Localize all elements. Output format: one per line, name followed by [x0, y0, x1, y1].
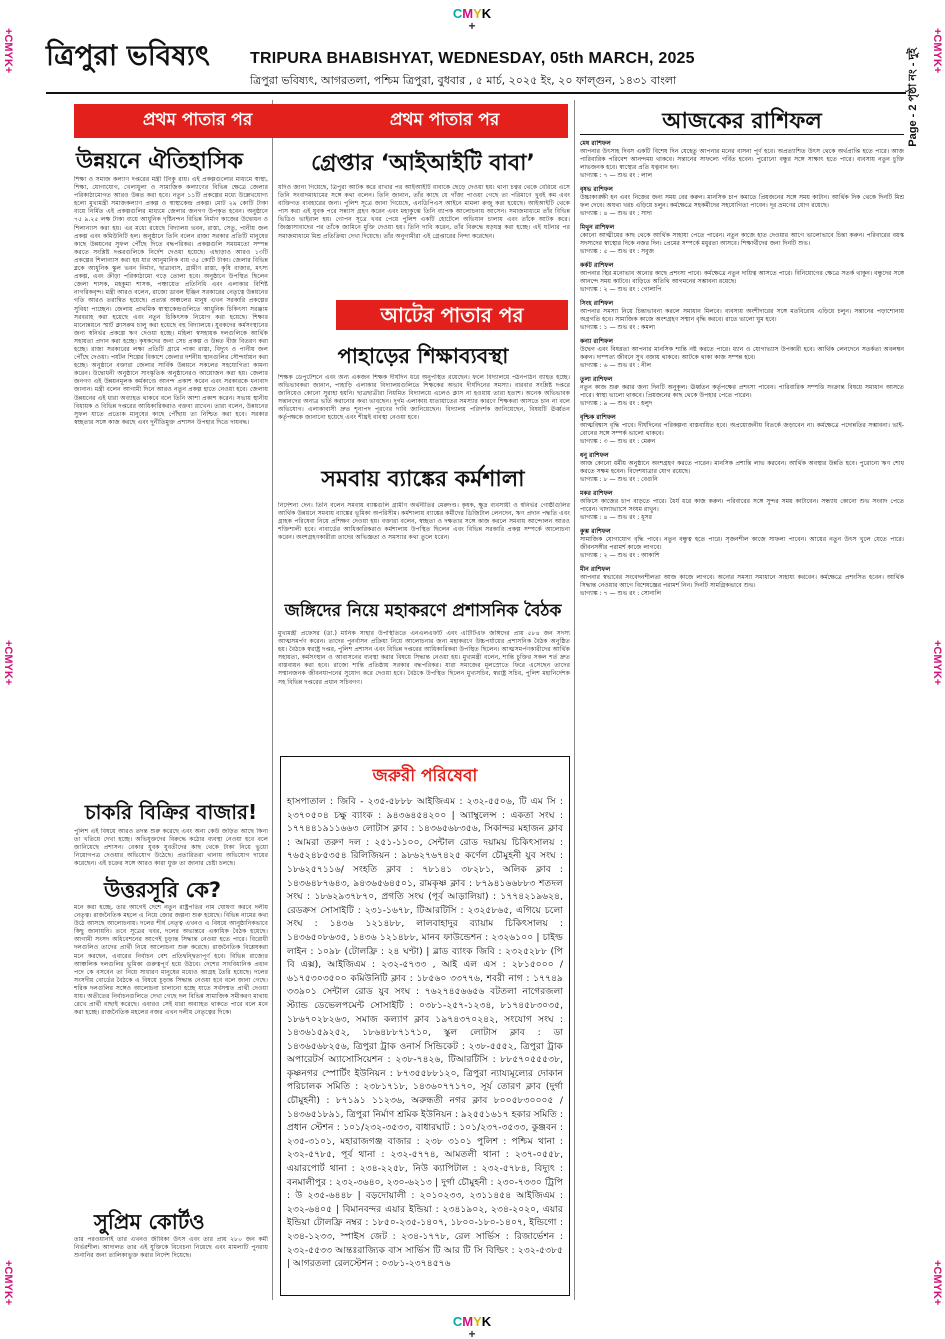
rashifal-entry	[580, 376, 904, 408]
rashifal-entry	[580, 262, 904, 294]
rashifal-entry	[580, 140, 904, 180]
headline-greptar: গ্রেপ্তার ‘আইআইটি বাবা’	[311, 151, 535, 176]
rashifal-lucky: ভাগ্যাঙ্ক : ৬ — শুভ রং : নীল	[580, 362, 652, 369]
rashifal-sign-name: মীন রাশিফল	[580, 566, 611, 573]
continued-banner-aater: আটের পাতার পর	[336, 300, 568, 330]
masthead-subtitle: ত্রিপুরা ভবিষ্যৎ, আগরতলা, পশ্চিম ত্রিপুরা, বুধবার , ৫ মার্চ, ২০২৫ ইং, ২০ ফাল্গুন, ১৪৩১ বাংলা	[250, 74, 677, 87]
newspaper-name: ত্রিপুরা ভবিষ্যৎ	[46, 39, 210, 72]
article-body-supreme: তার পরওয়ানাই তার এখনও জীবিকা উৎস এবং তার প্রায় ২৮০ জন কর্মী নির্ভরশীল। আদালত তার এই যুক্তিকে বিবেচনা নিয়েছে এবং মামলাটি পুনরায় শুনানির জন্য তালিকাভুক্ত করার নির্দেশ দিয়েছে।	[74, 1236, 268, 1260]
headline-samabay: সমবায় ব্যাঙ্কের কর্মশালা	[321, 467, 525, 492]
masthead-rule	[46, 92, 906, 94]
article-body-greptar: যদিও জানা গিয়েছে, ত্রিপুরা আটক করে রাখার পর আইআইটি বাবাকে ছেড়ে দেওয়া হয়। থানা চত্বর থেকে বেরিয়ে এসে তিনি সংবাদমাধ্যমের সঙ্গে কথা বলেন। তিনি জানান, তাঁর কাছে যে গাঁজা পাওয়া গেছে তা পরিমাণে খুবই কম এবং ব্যক্তিগত ব্যবহারের জন্য। পুলিশ সূত্রে জানা গিয়েছে, এনডিপিএস আইনে মামলা রুজু করা হয়েছে। আইআইটি থেকে পাস করা এই যুবক পরে সন্ন্যাস গ্রহণ করেন এবং মহাকুম্ভে তিনি ব্যাপক আলোচনায় আসেন। সমাজমাধ্যমে তাঁর বিভিন্ন ভিডিও ভাইরাল হয়। গোপন সূত্রে খবর পেয়ে পুলিশ একটি হোটেলে অভিযান চালায় এবং তাঁকে আটক করে। জিজ্ঞাসাবাদের পর তাঁকে জামিনে মুক্তি দেওয়া হয়। তিনি দাবি করেন, তাঁর বিরুদ্ধে ষড়যন্ত্র করা হচ্ছে। এই ঘটনার পর সমাজমাধ্যমে মিশ্র প্রতিক্রিয়া দেখা দিয়েছে। তাঁর অনুগামীরা এই গ্রেপ্তারের নিন্দা করেছেন।	[278, 184, 570, 240]
side-cmyk-mark: +CMYK+	[931, 1260, 943, 1306]
rashifal-lucky: ভাগ্যাঙ্ক : ৫ — শুভ রং : সবুজ	[580, 248, 654, 255]
rashifal-lucky: ভাগ্যাঙ্ক : ১ — শুভ রং : কমলা	[580, 324, 656, 331]
cmyk-m: M	[462, 6, 474, 21]
rashifal-lucky: ভাগ্যাঙ্ক : ২ — শুভ রং : গোলাপি	[580, 286, 662, 293]
cmyk-y: Y	[473, 1314, 482, 1329]
article-body-chakri: পুলিশ এই বিষয়ে আরও তদন্ত শুরু করেছে এবং অন্য কেউ জড়িত আছে কিনা তা খতিয়ে দেখা হচ্ছে। অভিযুক্তদের বিরুদ্ধে কঠোর ব্যবস্থা নেওয়া হবে বলে জানিয়েছে প্রশাসন। বেকার যুবক যুবতীদের কাছ থেকে টাকা নিয়ে ভুয়ো নিয়োগপত্র দেওয়ার অভিযোগ উঠেছে। প্রতারিতরা থানায় অভিযোগ দায়ের করেছেন। এই চক্রের সঙ্গে আরও কারা যুক্ত তা জানার চেষ্টা চলছে।	[74, 828, 268, 868]
rashifal-sign-name: মিথুন রাশিফল	[580, 224, 615, 231]
masthead-title: TRIPURA BHABISHYAT, WEDNESDAY, 05th MARCH, 2025	[250, 50, 695, 67]
article-body-pahar: শিক্ষক ডেপুটেশনে এবং অন্য একজন শিক্ষক দীর্ঘদিন ধরে অনুপস্থিত রয়েছেন। ফলে বিদ্যালয়ে পঠনপাঠন ব্যাহত হচ্ছে। অভিভাবকরা জানান, পাহাড়ি এলাকার বিদ্যালয়গুলিতে শিক্ষকের অভাব দীর্ঘদিনের সমস্যা। বারবার সংশ্লিষ্ট দপ্তরে জানিয়েও কোনো সুরাহা হয়নি। ছাত্রছাত্রীরা নিয়মিত বিদ্যালয়ে এলেও ক্লাস না হওয়ায় তারা হতাশ। অনেক অভিভাবক সন্তানদের অন্যত্র ভর্তি করানোর কথা ভাবছেন। দুর্গম এলাকায় যাতায়াতের সমস্যার কারণে শিক্ষকরা আসতে চান না বলে অভিযোগ। এলাকাবাসী দ্রুত শূন্যপদ পূরণের দাবি জানিয়েছেন। বিদ্যালয় পরিদর্শক জানিয়েছেন, বিষয়টি ঊর্ধ্বতন কর্তৃপক্ষকে জানানো হয়েছে এবং শীঘ্রই ব্যবস্থা নেওয়া হবে।	[278, 374, 570, 422]
continued-banner-right: প্রথম পাতার পর	[389, 110, 500, 130]
cmyk-y: Y	[473, 6, 482, 21]
rashifal-lucky: ভাগ্যাঙ্ক : ৭ — শুভ রং : সোনালি	[580, 590, 662, 597]
emergency-services-box	[280, 756, 570, 1296]
cmyk-k: K	[481, 1314, 492, 1329]
rashifal-lucky: ভাগ্যাঙ্ক : ৪ — শুভ রং : ধূসর	[580, 514, 652, 521]
rashifal-sign-name: তুলা রাশিফল	[580, 376, 613, 383]
rashifal-text: নতুন কাজ শুরু করার জন্য দিনটি অনুকূল। ঊর্ধ্বতন কর্তৃপক্ষের প্রশংসা পাবেন। পারিবারিক সম্পত্তি সংক্রান্ত বিষয়ে সমাধান আসতে পারে। স্বাস্থ্য ভালো থাকবে। প্রিয়জনের কাছ থেকে উপহার পেতে পারেন।	[580, 384, 904, 399]
page-number: Page - 2 পৃষ্ঠা নং - দুই	[907, 48, 919, 147]
headline-unnayane: উন্নয়নে ঐতিহাসিক	[76, 149, 243, 174]
column-divider	[574, 100, 575, 1300]
rashifal-entry	[580, 414, 904, 446]
cmyk-k: K	[481, 6, 492, 21]
rashifal-text: উচ্চাকাঙ্ক্ষী হন এবং নিজের জন্য সময় বের করুন। মানসিক চাপ কমাতে প্রিয়জনের সঙ্গে সময় কাটান। আর্থিক দিক থেকে দিনটি মিশ্র ফল দেবে। অযথা খরচ এড়িয়ে চলুন। কর্মক্ষেত্রে সহকর্মীদের সহযোগিতা পাবেন। দূর ভ্রমণের যোগ রয়েছে।	[580, 194, 904, 209]
article-body-uttarsuri: মনে করা হচ্ছে, তার আগেই দেশে নতুন রাষ্ট্রপতির নাম ঘোষণা করবে দলীয় নেতৃত্ব। রাজনৈতিক মহলে এ নিয়ে জোর জল্পনা শুরু হয়েছে। বিভিন্ন নামের কথা উঠে আসছে আলোচনায়। দলের শীর্ষ নেতৃত্ব এখনও এ বিষয়ে আনুষ্ঠানিকভাবে কিছু জানায়নি। তবে সূত্রের খবর, দলের অভ্যন্তরে একাধিক বৈঠক হয়েছে। আগামী সংসদ অধিবেশনের আগেই চূড়ান্ত সিদ্ধান্ত নেওয়া হতে পারে। বিরোধী দলগুলিও তাদের প্রার্থী নিয়ে আলোচনা শুরু করেছে। রাজনৈতিক বিশ্লেষকরা মনে করছেন, এবারের নির্বাচন বেশ প্রতিদ্বন্দ্বিতাপূর্ণ হবে। বিভিন্ন রাজ্যের আঞ্চলিক দলগুলির ভূমিকা গুরুত্বপূর্ণ হয়ে উঠবে। দেশের সাংবিধানিক প্রধান পদে কে বসবেন তা নিয়ে সাধারণ মানুষের মধ্যেও আগ্রহ তৈরি হয়েছে। দলের সংসদীয় বোর্ডের বৈঠকে এ বিষয়ে চূড়ান্ত সিদ্ধান্ত নেওয়া হবে বলে জানা গেছে। শরিক দলগুলির সঙ্গেও আলোচনা চালানো হচ্ছে যাতে সর্বসম্মত প্রার্থী দেওয়া যায়। অতীতের নির্বাচনগুলিতে দেখা গেছে দল বিভিন্ন সামাজিক সমীকরণ মাথায় রেখে প্রার্থী বাছাই করেছে। এবারও সেই ধারা অব্যাহত থাকতে পারে বলে মনে করা হচ্ছে। রাজনৈতিক মহলের নজর এখন দলীয় নেতৃত্বের দিকে।	[74, 904, 268, 1017]
rashifal-entry	[580, 528, 904, 560]
rashifal-list	[580, 140, 904, 1298]
headline-rashifal: আজকের রাশিফল	[662, 109, 822, 134]
headline-pahar: পাহাড়ের শিক্ষাব্যবস্থা	[337, 344, 509, 368]
cmyk-c: C	[452, 1314, 463, 1329]
side-cmyk-mark: +CMYK+	[931, 28, 943, 74]
rashifal-text: আত্মবিশ্বাস বৃদ্ধি পাবে। দীর্ঘদিনের পরিকল্পনা বাস্তবায়িত হবে। অপ্রয়োজনীয় বিতর্কে জড়াবেন না। কর্মক্ষেত্রে পদোন্নতির সম্ভাবনা। ভাই-বোনের সঙ্গে সম্পর্ক ভালো থাকবে।	[580, 422, 904, 437]
rashifal-lucky: ভাগ্যাঙ্ক : ৮ — শুভ রং : বেগুনি	[580, 476, 658, 483]
rashifal-lucky: ভাগ্যাঙ্ক : ২ — শুভ রং : আকাশি	[580, 552, 660, 559]
continued-banner	[74, 104, 568, 138]
rashifal-entry	[580, 224, 904, 256]
rashifal-sign-name: কুম্ভ রাশিফল	[580, 528, 611, 535]
side-cmyk-mark: +CMYK+	[931, 640, 943, 686]
rashifal-lucky: ভাগ্যাঙ্ক : ৩ — শুভ রং : মেরুন	[580, 438, 656, 445]
rashifal-entry	[580, 300, 904, 332]
rashifal-entry	[580, 566, 904, 598]
rashifal-text: আপনার উৎসাহ দিবস একটি বিশেষ দিন যেহেতু আপনার মনের বাসনা পূর্ণ হবে। অপ্রত্যাশিত উৎস থেকে অর্থপ্রাপ্তি হতে পারে। আজ পারিবারিক পরিবেশ আনন্দময় থাকবে। সন্তানের সাফল্যে গর্বিত হবেন। পুরোনো বন্ধুর সঙ্গে সাক্ষাৎ হতে পারে। ব্যবসায় নতুন চুক্তি লাভজনক হবে। স্বাস্থ্যের প্রতি যত্নবান হন।	[580, 148, 904, 171]
cmyk-c: C	[452, 6, 463, 21]
rashifal-sign-name: বৃশ্চিক রাশিফল	[580, 414, 616, 421]
rashifal-entry	[580, 186, 904, 218]
cmyk-mark-top	[440, 6, 504, 31]
rashifal-sign-name: বৃষভ রাশিফল	[580, 186, 613, 193]
rashifal-lucky: ভাগ্যাঙ্ক : ৯ — শুভ রং : হলুদ	[580, 400, 653, 407]
cmyk-m: M	[462, 1314, 474, 1329]
headline-jongi: জঙ্গিদের নিয়ে মহাকরণে প্রশাসনিক বৈঠক	[284, 601, 562, 621]
emergency-services-title: জরুরী পরিষেবা	[281, 763, 569, 791]
rashifal-text: উদ্বেগ এবং বিষণ্ণতা আপনার মানসিক শান্তি নষ্ট করতে পারে। ধ্যান ও যোগাভ্যাস উপকারী হবে। আর্থিক লেনদেনে সতর্কতা অবলম্বন করুন। দাম্পত্য জীবনে সুখ বজায় থাকবে। আটকে থাকা কাজ সম্পন্ন হবে।	[580, 346, 904, 361]
side-cmyk-mark: +CMYK+	[2, 28, 14, 74]
headline-chakri: চাকরি বিক্রির বাজার!	[84, 800, 258, 824]
rashifal-text: আপনার স্বভাবের সংবেদনশীলতা আজ কাজে লাগবে। অন্যের সমস্যা সমাধানে সাহায্য করবেন। কর্মক্ষেত্রে প্রশংসিত হবেন। আর্থিক সিদ্ধান্ত নেওয়ার আগে বিশেষজ্ঞের পরামর্শ নিন। দিনটি সামগ্রিকভাবে শুভ।	[580, 574, 904, 589]
rashifal-text: আপনার স্থির মনোভাব অন্যের কাছে প্রশংসা পাবে। কর্মক্ষেত্রে নতুন দায়িত্ব আসতে পারে। বিনিয়োগের ক্ষেত্রে সতর্ক থাকুন। বন্ধুদের সঙ্গে আনন্দে সময় কাটবে। বাড়িতে অতিথি আগমনের সম্ভাবনা রয়েছে।	[580, 270, 904, 285]
rashifal-sign-name: কর্কট রাশিফল	[580, 262, 614, 269]
emergency-services-list: হাসপাতাল : জিবি - ২৩৫-৫৮৮৮ আইজিএম : ২৩২-৫৫০৬, টি এম সি : ২৩৭০৫০৪ চক্ষু ব্যাংক : ৯৪৩৬৪৫৪২০০ | অ্যাম্বুলেন্স : একতা সংঘ : ১৭৭৪৪১৯১১৬৬৩ লোটাস ক্লাব : ১৪৩৬৫৬৮৩৫৬, সিকান্দর মহাজন ক্লাব : আমরা তরুণ দল : ২৫১-১১০০, সেন্টাল রোড দয়াময় চিকিৎসালয় : ৭৬৫২৪৮৫৩৫৪ রিলিজিয়ন : ৯৮৬২৭৬৭৪২৫ কর্ণেল চৌমুহনী যুব সংঘ : ১৮৬২৫৭১১৬/ সংহতি ক্লাব : ৭৮১৪১ ৩৮২৮১, অলিক ক্লাব : ১৪৩৬৪৮৭৬৪৩, ৯৪৩৬৫৬৪৫০১, রামকৃষ্ণ ক্লাব : ৮৭৯৪১৬৬৮৮৩ শতদল সংঘ : ১৮৬২৯৩৭৮৭০, প্রগতি সংঘ (পূর্ব আড়ালিয়া) : ১৭৭৪২১৯৬২৪, রেডক্রস সোসাইটি : ২৩১-১৬৭৮, টিআরটিসি : ২৩২৫৮৬৫, এগিয়ে চলো সংঘ : ১৪৩৬ ১২১৪৮৮, লালবাহাদুর ব্যায়াম চিকিৎসালয় : ১৪৩৬৫০৮৬৩৫, ১৪৩৬ ১২১৪৮৮, মানব ফাউন্ডেশন : ২৩২৬১০০ | চাইল্ড লাইন : ১০৯৮ (টোলফ্রি : ২৪ ঘণ্টা) | ব্লাড ব্যাংক জিবি : ২৩২৫২৮৮ (পি বি এক্স), আইজিএম : ২৩২-৫৭৩৩ , আই এল এস : ২৮১৫০০০ / ৬১৭৫৩০৩৫০০ কমিউনিটি ক্লাব : ১৮৫৬০ ৩৩৭৭৬, শবরী নাগ : ১৭৭৪৯ ৩৩৯০১ সেন্টাল রোড যুব সংঘ : ৭৬২৭৪৫৬৬৫৬ বটতলা নাগেরজলা স্ট্যান্ড ডেভেলপমেন্ট সোসাইটি : ০৩৮১-২৫৭-১২৩৪, ৮১৭৪৫৮৩০৩৫, ১৮৬৭০২৮২৬৩, সমাজ কল্যাণ ক্লাব ১৯৭৪৩৭০২৪২, সংযোগ সংঘ : ১৪৩৬১৫৯২৫২, ১৮৬৪৮৮৭১৭১০, স্কুল লোটাস ক্লাব : ডা ১৪৩৬৫৬৮২৫৬, ত্রিপুরা ট্রাক ওনার্স সিন্ডিকেট : ২৩৮-৫৫৫২, ত্রিপুরা ট্রাক অপারেটর্স অ্যাসোসিয়েশন : ২৩৮-৭৪২৬, টিআরটিসি : ৮৮৫৭০৫৫৫৩৮, কৃষ্ণনগর স্পোর্টিং ইউনিয়ন : ৮৭৩৫৫৮৮১২০, ত্রিপুরা ন্যায্যমূল্যের দোকান পরিচালক সমিতি : ২৩৮১৭১৮, ১৪৩৬০৭৭১৭০, সূর্য তোরণ ক্লাব (দুর্গা চৌমুহনী) : ৮৭১৯১ ১১২৩৬, অরুন্ধতী নগর ক্লাব ৮০০৫৮৩০০০৫ / ১৪৩৬৫১৮৯১, ত্রিপুরা নির্মাণ শ্রমিক ইউনিয়ন : ৯২৫৫১৬১৭ হকার সমিতি : প্রধান স্টেশন : ১০১/২৩২-৩৫৩৩, বাধারঘাট : ১০১/২৩৭-৩৫৩৩, কুঞ্জবন : ২৩৫-৩১০১, মহারাজগঞ্জ বাজার : ২৩৮ ৩১০১ পুলিশ : পশ্চিম থানা : ২৩২-৫৭৮৫, পূর্ব থানা : ২৩২-৫৭৭৪, আমতলী থানা : ২৩৭-০৫৫৮, এয়ারপোর্ট থানা : ২৩৪-২২৫৮, নিউ ক্যাপিটাল : ২৩২-৫৭৮৪, বিদ্যুৎ : বনমালীপুর : ২৩২-৩৬৪০, ২৩০-৬২১৩ | দুর্গা চৌমুহনী : ২৩০-৭৩৩০ ট্রিপি : উ ২৩৫-৬৪৪৮ | বড়দোয়ালী : ২০১০২৩৩, ২৩১১৪৫৪ আইজিএম : ২৩২-৬৪০৫ | বিমানবন্দর এয়ার ইন্ডিয়া : ২৩৪১৯০২, ২৩৪-২০২০, এয়ার ইন্ডিয়া টোলফ্রি নম্বর : ১৮৫০-২৩৫-১৪০৭, ১৮০০-১৮০-১৪০৭, ইন্ডিগো : ২৩৪-১২৩৩, স্পাইস জেট : ২৩৪-১৭৭৮, রেল সার্ভিস : রিজার্ভেশন : ২৩২-৫৫৩৩ আন্তঃরাজ্যিক বাস সার্ভিস টি আর টি সি বিল্ডিং : ২৩২-৫৩৮৫ | আগরতলা রেলস্টেশন : ০৩৮১-২৩৭৪৫৭৬	[287, 796, 563, 1270]
rashifal-lucky: ভাগ্যাঙ্ক : ৭ — শুভ রং : লাল	[580, 172, 652, 179]
side-cmyk-mark: +CMYK+	[2, 640, 14, 686]
rashifal-entry	[580, 452, 904, 484]
column-divider	[272, 100, 273, 1300]
rashifal-rule	[580, 134, 904, 135]
rashifal-sign-name: সিংহ রাশিফল	[580, 300, 614, 307]
continued-banner-left: প্রথম পাতার পর	[142, 110, 253, 130]
registration-mark-icon: +	[468, 1327, 476, 1339]
rashifal-lucky: ভাগ্যাঙ্ক : ৪ — শুভ রং : সাদা	[580, 210, 652, 217]
headline-supreme: সুপ্রিম কোর্টও	[94, 1210, 205, 1234]
rashifal-sign-name: মেষ রাশিফল	[580, 140, 611, 147]
rashifal-sign-name: মকর রাশিফল	[580, 490, 613, 497]
article-body-samabay: নির্দেশনা দেন। তিনি বলেন সমবায় ব্যাঙ্কগুলি গ্রামীণ অর্থনীতির মেরুদণ্ড। কৃষক, ক্ষুদ্র ব্যবসায়ী ও স্বনির্ভর গোষ্ঠীগুলির আর্থিক উন্নয়নে সমবায় ব্যাঙ্কের ভূমিকা অপরিসীম। কর্মশালায় ব্যাঙ্কের কর্মীদের ডিজিটাল লেনদেন, ঋণ প্রদান পদ্ধতি এবং গ্রাহক পরিষেবা নিয়ে প্রশিক্ষণ দেওয়া হয়। বক্তারা বলেন, স্বচ্ছতা ও দক্ষতার সঙ্গে কাজ করলে সমবায় আন্দোলন আরও শক্তিশালী হবে। নাবার্ডের আধিকারিকরাও কর্মশালায় উপস্থিত ছিলেন এবং বিভিন্ন সরকারি প্রকল্প সম্পর্কে আলোচনা করেন। অংশগ্রহণকারীরা তাদের অভিজ্ঞতা ও সমস্যার কথা তুলে ধরেন।	[278, 502, 570, 542]
headline-uttarsuri: উত্তরসূরি কে?	[104, 878, 222, 902]
side-cmyk-mark: +CMYK+	[2, 1260, 14, 1306]
rashifal-text: কোনো আত্মীয়ের কাছ থেকে আর্থিক সাহায্য পেতে পারেন। নতুন কাজে হাত দেওয়ার আগে ভালোভাবে চিন্তা করুন। পরিবারের বয়স্ক সদস্যদের স্বাস্থ্যের দিকে নজর দিন। প্রেমের সম্পর্কে মধুরতা আসবে। শিক্ষার্থীদের জন্য দিনটি শুভ।	[580, 232, 904, 247]
rashifal-entry	[580, 338, 904, 370]
rashifal-text: অফিসে কাজের চাপ বাড়তে পারে। ধৈর্য ধরে কাজ করুন। পরিবারের সঙ্গে সুন্দর সময় কাটাবেন। সন্ধ্যায় কোনো শুভ সংবাদ পেতে পারেন। খাদ্যাভ্যাসে সংযম রাখুন।	[580, 498, 904, 513]
cmyk-mark-bottom	[440, 1314, 504, 1339]
rashifal-sign-name: ধনু রাশিফল	[580, 452, 609, 459]
article-body-jongi: মুখ্যমন্ত্রী প্রফেসর (ডা.) মানিক সাহার উপস্থিতিতে এনএলএফটি এবং এটিটিএফ জঙ্গিদের প্রায় ৫৮৪ জন সদস্য আত্মসমর্পণ করেন। তাদের পুনর্বাসন প্রক্রিয়া নিয়ে আলোচনার জন্য মহাকরণে উচ্চপর্যায়ের প্রশাসনিক বৈঠক অনুষ্ঠিত হয়। বৈঠকে স্বরাষ্ট্র দপ্তর, পুলিশ প্রশাসন এবং বিভিন্ন দপ্তরের আধিকারিকরা উপস্থিত ছিলেন। আত্মসমর্পণকারীদের আর্থিক সহায়তা, কর্মসংস্থান ও আবাসনের ব্যবস্থা করার বিষয়ে সিদ্ধান্ত নেওয়া হয়। মুখ্যমন্ত্রী বলেন, শান্তি চুক্তির সকল শর্ত দ্রুত বাস্তবায়ন করা হবে। রাজ্যে শান্তি প্রতিষ্ঠায় সরকার বদ্ধপরিকর। যারা সমাজের মূলস্রোতে ফিরে এসেছেন তাদের সম্মানজনক জীবনযাপনের সুযোগ করে দেওয়া হবে। বৈঠকে উপস্থিত ছিলেন মুখ্যসচিব, স্বরাষ্ট্র সচিব, পুলিশ মহানির্দেশক সহ বিভিন্ন দপ্তরের প্রধান সচিবগণ।	[278, 630, 570, 686]
rashifal-text: আজ কোনো ধর্মীয় অনুষ্ঠানে অংশগ্রহণ করতে পারেন। মানসিক প্রশান্তি লাভ করবেন। আর্থিক অবস্থার উন্নতি হবে। পুরোনো ঋণ শোধ করতে সক্ষম হবেন। বিদেশযাত্রার যোগ রয়েছে।	[580, 460, 904, 475]
article-body-unnayane: শিক্ষা ও সমাজ কল্যাণ দপ্তরের মন্ত্রী টিংকু রায়। এই প্রকল্পগুলোর মাধ্যমে স্বাস্থ্য, শিক্ষা, যোগাযোগ, খেলাধুলা ও সামাজিক কল্যাণের বিভিন্ন ক্ষেত্রে জেলার পরিকাঠামোগত আরও উন্নত করা হবে। নতুন ১১টি প্রকল্পের মধ্যে উল্লেখযোগ্য হলো মুখ্যমন্ত্রী সমাজকল্যাণ প্রকল্প ও স্বাস্থ্যকেন্দ্র প্রকল্প। মোট ২৯ কোটি টাকা ব্যয়ে নির্মিত এই প্রকল্পগুলির মাধ্যমে জেলার জনগণ উপকৃত হবেন। অনুষ্ঠানে ৭৫ ৯.২৫ লক্ষ টাকা ব্যয়ে আধুনিক দৃষ্টিনন্দন বিভিন্ন নির্মাণ কাজের উদ্বোধন ও শিলান্যাস করা হয়। এর মধ্যে রয়েছে বিদ্যালয় ভবন, রাস্তা, সেতু, পানীয় জল প্রকল্প এবং কমিউনিটি হল। অনুষ্ঠানে তিনি বলেন রাজ্য সরকার প্রতিটি মানুষের কাছে উন্নয়নের সুফল পৌঁছে দিতে বদ্ধপরিকর। প্রকল্পগুলি সময়মতো সম্পন্ন করতে সংশ্লিষ্ট দপ্তরগুলিকে নির্দেশ দেওয়া হয়েছে। এছাড়াও আরও ১৩টি প্রকল্পের শিলান্যাস করা হয় যার আনুমানিক ব্যয় ৩৫ কোটি টাকা। জেলার বিভিন্ন ব্লকে আধুনিক স্কুল ভবন নির্মাণ, ছাত্রাবাস, গ্রামীণ রাস্তা, কৃষি বাজার, মৎস্য প্রকল্প, এবং ক্রীড়া পরিকাঠামো গড়ে তোলা হবে। অনুষ্ঠানে উপস্থিত ছিলেন জেলা শাসক, মহকুমা শাসক, পঞ্চায়েত প্রতিনিধি এবং এলাকার বিশিষ্ট নাগরিকবৃন্দ। মন্ত্রী আরও বলেন, রাজ্যে ডাবল ইঞ্জিন সরকারের নেতৃত্বে উন্নয়নের গতি আরও তরান্বিত হয়েছে। প্রত্যন্ত অঞ্চলের মানুষ এখন সরকারি প্রকল্পের সুবিধা পাচ্ছেন। জেলায় প্রাথমিক স্বাস্থ্যকেন্দ্রগুলিতে আধুনিক চিকিৎসা সরঞ্জাম সরবরাহ করা হয়েছে এবং নতুন চিকিৎসক নিয়োগ করা হয়েছে। শিক্ষার মানোন্নয়নে স্মার্ট ক্লাসরুম চালু করা হয়েছে বহু বিদ্যালয়ে। যুবকদের কর্মসংস্থানের জন্য স্বনির্ভর প্রকল্পে ঋণ দেওয়া হচ্ছে। মহিলা স্বসহায়ক দলগুলিকে আর্থিক সহায়তা প্রদান করা হচ্ছে। কৃষকদের জন্য সেচ প্রকল্প ও উন্নত বীজ বিতরণ করা হচ্ছে। রাজ্য সরকারের লক্ষ্য প্রতিটি গ্রামে পাকা রাস্তা, বিদ্যুৎ ও পানীয় জল পৌঁছে দেওয়া। পর্যটন শিল্পের বিকাশে জেলার দর্শনীয় স্থানগুলির সৌন্দর্যায়ন করা হচ্ছে। অনুষ্ঠানে বক্তারা জেলার সার্বিক উন্নয়নে সকলের সহযোগিতা কামনা করেন। উদ্বোধনী অনুষ্ঠানে সাংস্কৃতিক অনুষ্ঠানেরও আয়োজন করা হয়। জেলার জনগণ এই উন্নয়নমূলক কর্মকাণ্ডে আনন্দ প্রকাশ করেন এবং সরকারকে ধন্যবাদ জানান। মন্ত্রী বলেন আগামী দিনে আরও নতুন প্রকল্প হাতে নেওয়া হবে। জেলায় উন্নয়নের এই ধারা অব্যাহত থাকবে বলে তিনি আশা প্রকাশ করেন। সভায় স্থানীয় বিধায়ক ও বিভিন্ন দপ্তরের আধিকারিকরাও বক্তব্য রাখেন। তারা বলেন, উন্নয়নের সুফল যাতে প্রত্যেক মানুষের কাছে পৌঁছায় তা নিশ্চিত করা হবে। সরকার স্বচ্ছতার সঙ্গে কাজ করছে এবং দুর্নীতিমুক্ত প্রশাসন উপহার দিতে দায়বদ্ধ।	[74, 176, 268, 426]
rashifal-sign-name: কন্যা রাশিফল	[580, 338, 614, 345]
rashifal-text: আপনার সমস্যা নিয়ে চিন্তাভাবনা করলে সমাধান মিলবে। ব্যবসায় অংশীদারের সঙ্গে মতবিরোধ এড়িয়ে চলুন। সন্তানের পড়াশোনায় অগ্রগতি হবে। সামাজিক কাজে অংশগ্রহণ সম্মান বৃদ্ধি করবে। রাতে ভালো ঘুম হবে।	[580, 308, 904, 323]
rashifal-entry	[580, 490, 904, 522]
registration-mark-icon: +	[468, 19, 476, 33]
rashifal-text: সামাজিক যোগাযোগ বৃদ্ধি পাবে। নতুন বন্ধুত্ব হতে পারে। সৃজনশীল কাজে সাফল্য পাবেন। আয়ের নতুন উৎস খুলে যেতে পারে। জীবনসঙ্গীর পরামর্শ কাজে লাগবে।	[580, 536, 904, 551]
